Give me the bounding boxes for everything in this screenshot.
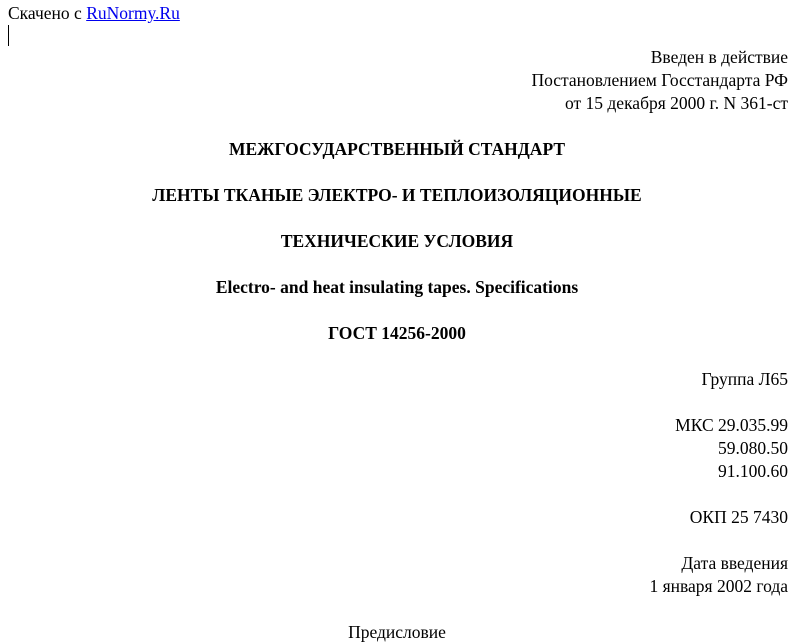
standard-subtitle-heading: ТЕХНИЧЕСКИЕ УСЛОВИЯ	[280, 231, 514, 251]
group-code: Группа Л65	[701, 369, 788, 389]
mks-code-2: 59.080.50	[718, 438, 788, 458]
preface-heading: Предисловие	[348, 622, 446, 642]
source-prefix: Скачено с	[8, 3, 87, 23]
standard-name-heading: ЛЕНТЫ ТКАНЫЕ ЭЛЕКТРО- И ТЕПЛОИЗОЛЯЦИОННЫЕ	[152, 185, 642, 205]
intro-line-3: от 15 декабря 2000 г. N 361-ст	[564, 93, 788, 113]
runormy-link[interactable]: RuNormy.Ru	[86, 3, 180, 23]
intro-date-label: Дата введения	[681, 553, 788, 573]
intro-date-value: 1 января 2002 года	[649, 576, 788, 596]
mks-code-3: 91.100.60	[718, 461, 788, 481]
english-title: Electro- and heat insulating tapes. Specifications	[215, 277, 579, 297]
standard-type-heading: МЕЖГОСУДАРСТВЕННЫЙ СТАНДАРТ	[228, 139, 566, 159]
intro-line-2: Постановлением Госстандарта РФ	[531, 70, 788, 90]
text-cursor	[8, 25, 9, 46]
gost-code: ГОСТ 14256-2000	[328, 323, 466, 343]
okp-code: ОКП 25 7430	[689, 507, 788, 527]
mks-code-1: МКС 29.035.99	[675, 415, 788, 435]
intro-line-1: Введен в действие	[650, 47, 788, 67]
source-line	[8, 2, 180, 24]
